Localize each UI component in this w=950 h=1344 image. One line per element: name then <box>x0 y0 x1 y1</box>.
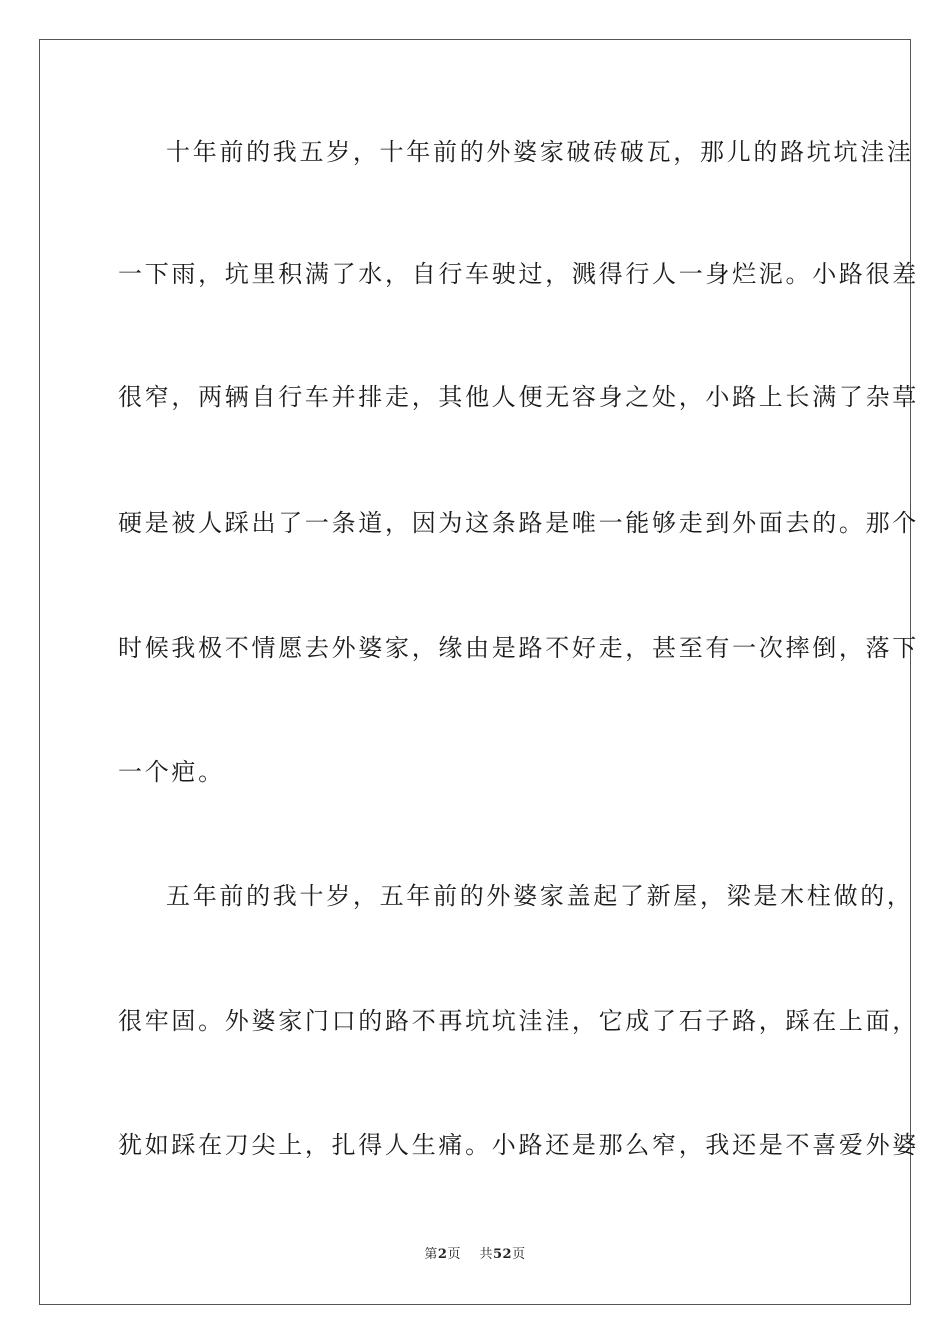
page-prefix: 第 <box>424 1247 438 1262</box>
total-pages: 52 <box>493 1247 513 1262</box>
paragraph-line: 很牢固。外婆家门口的路不再坑坑洼洼，它成了石子路，踩在上面， <box>118 1007 919 1035</box>
paragraph-line: 很窄，两辆自行车并排走，其他人便无容身之处，小路上长满了杂草 <box>118 383 919 411</box>
paragraph-line: 一个疤。 <box>118 758 225 786</box>
total-suffix: 页 <box>512 1247 526 1262</box>
paragraph-line: 犹如踩在刀尖上，扎得人生痛。小路还是那么窄，我还是不喜爱外婆 <box>118 1131 919 1159</box>
page-footer <box>0 1247 950 1263</box>
page-number: 2 <box>437 1247 448 1262</box>
paragraph-line: 十年前的我五岁，十年前的外婆家破砖破瓦，那儿的路坑坑洼洼 <box>166 138 914 166</box>
total-prefix: 共 <box>479 1247 493 1262</box>
paragraph-line: 硬是被人踩出了一条道，因为这条路是唯一能够走到外面去的。那个 <box>118 509 919 537</box>
page-border <box>39 39 911 1305</box>
paragraph-line: 时候我极不情愿去外婆家，缘由是路不好走，甚至有一次摔倒，落下 <box>118 634 919 662</box>
page-suffix: 页 <box>447 1247 461 1262</box>
paragraph-line: 五年前的我十岁，五年前的外婆家盖起了新屋，梁是木柱做的， <box>166 882 914 910</box>
paragraph-line: 一下雨，坑里积满了水，自行车驶过，溅得行人一身烂泥。小路很差 <box>118 260 919 288</box>
